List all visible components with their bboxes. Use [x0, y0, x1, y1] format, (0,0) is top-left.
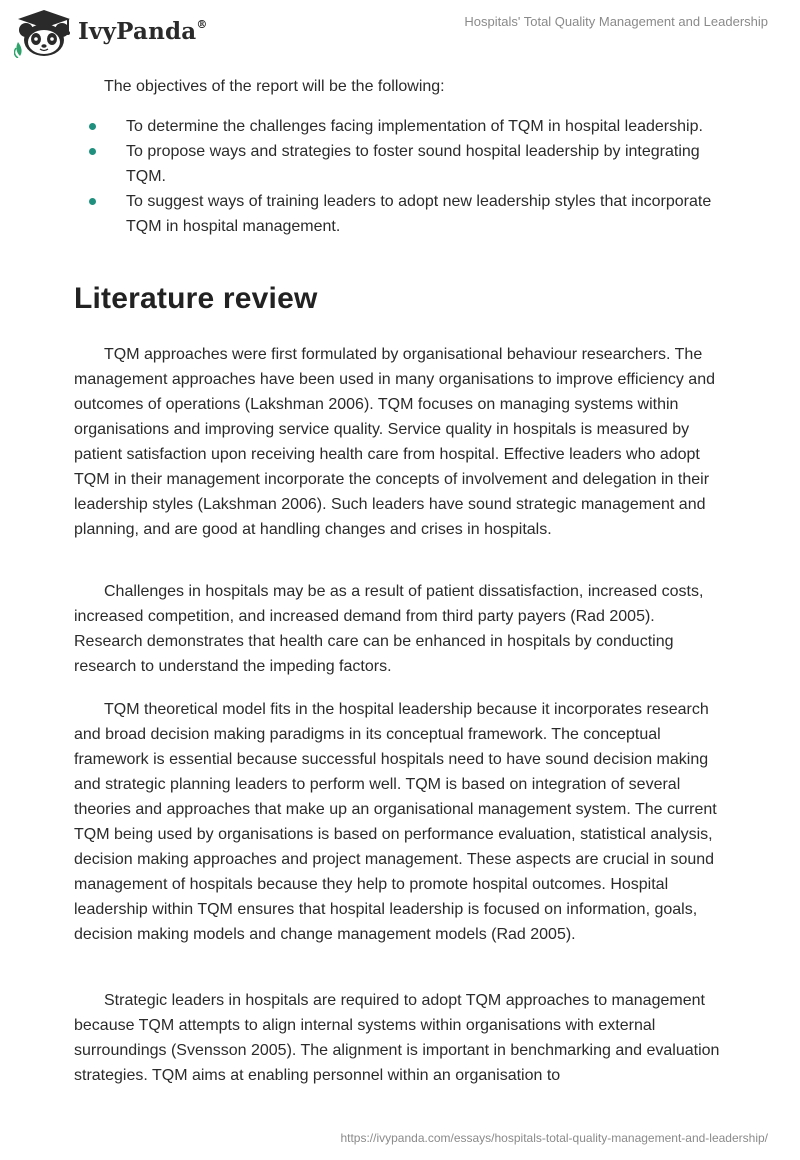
list-item — [74, 139, 724, 189]
document-title: Hospitals' Total Quality Management and Leadership — [464, 14, 768, 29]
list-item — [74, 114, 724, 139]
list-item-text: To propose ways and strategies to foster sound hospital leadership by integrating TQM. — [126, 143, 700, 185]
bullet-dot-icon — [89, 198, 96, 205]
objectives-intro: The objectives of the report will be the following: — [104, 78, 445, 95]
list-item-text: To suggest ways of training leaders to adopt new leadership styles that incorporate TQM in hospital management. — [126, 193, 712, 235]
list-item — [74, 189, 724, 239]
paragraph: TQM theoretical model fits in the hospital leadership because it incorporates research and broad decision making paradigms in its conceptual framework. The conceptual framework is essential because successful hospitals need to have sound decision making and strategic planning leaders to perform well. TQM is based on integration of several theories and approaches that make up an organisational management system. The current TQM being used by organisations is based on performance evaluation, statistical analysis, decision making approaches and project management. These aspects are crucial in sound management of hospitals because they help to promote hospital outcomes. Hospital leadership within TQM ensures that hospital leadership is focused on information, goals, decision making models and change management models (Rad 2005). — [74, 701, 717, 943]
section-heading: Literature review — [74, 282, 318, 315]
page-header — [0, 0, 800, 70]
objectives-list — [74, 114, 724, 239]
source-url-link[interactable]: https://ivypanda.com/essays/hospitals-total-quality-management-and-leadership/ — [340, 1131, 768, 1145]
ivypanda-logo-icon[interactable] — [14, 8, 74, 58]
brand-logo-text[interactable] — [78, 18, 208, 45]
brand-name: IvyPanda — [78, 18, 197, 45]
bullet-dot-icon — [89, 123, 96, 130]
paragraph: TQM approaches were first formulated by organisational behaviour researchers. The management approaches have been used in many organisations to improve efficiency and outcomes of operations (Lakshman 2006). TQM focuses on managing systems within organisations and improving service quality. Service quality in hospitals is measured by patient satisfaction upon receiving health care from hospital. Effective leaders who adopt TQM in their management incorporate the concepts of involvement and delegation in their leadership styles (Lakshman 2006). Such leaders have sound strategic management and planning, and are good at handling changes and crises in hospitals. — [74, 346, 715, 538]
list-item-text: To determine the challenges facing implementation of TQM in hospital leadership. — [126, 118, 703, 135]
paragraph: Strategic leaders in hospitals are required to adopt TQM approaches to management because TQM attempts to align internal systems within organisations with external surroundings (Svensson 2005). The alignment is important in benchmarking and evaluation strategies. TQM aims at enabling personnel within an organisation to — [74, 992, 720, 1084]
paragraph: Challenges in hospitals may be as a result of patient dissatisfaction, increased costs, increased competition, and increased demand from third party payers (Rad 2005). Research demonstrates that health care can be enhanced in hospitals by conducting research to understand the impeding factors. — [74, 583, 704, 675]
bullet-dot-icon — [89, 148, 96, 155]
brand-mark: ® — [196, 18, 208, 32]
